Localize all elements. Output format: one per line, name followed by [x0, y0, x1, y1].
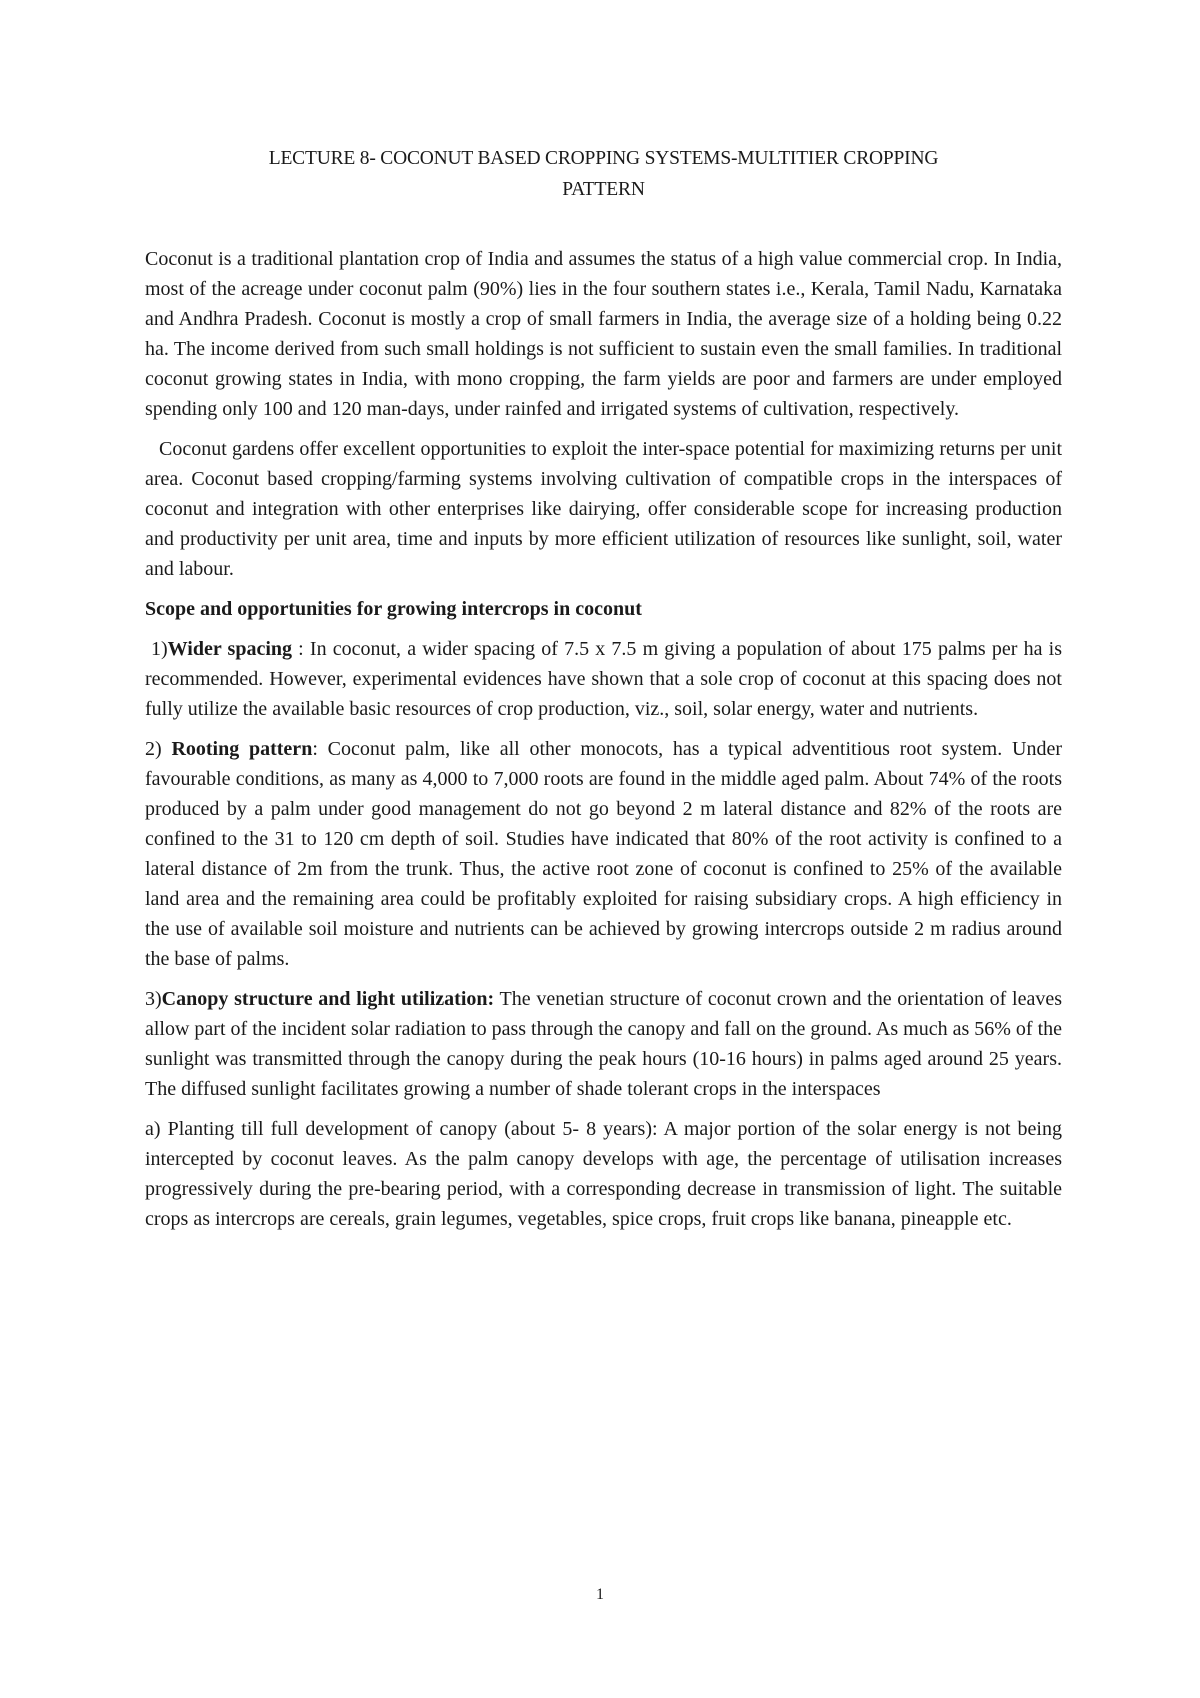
point-prefix: a) — [145, 1118, 161, 1140]
point-prefix: 2) — [145, 738, 172, 760]
intro-paragraph: Coconut is a traditional plantation crop of India and assumes the status of a high value commercial crop. In India, most of the acreage under coconut palm (90%) lies in the four southern states i.e., Kerala, Tamil Nadu, Karnataka and Andhra Pradesh. Coconut is mostly a crop of small farmers in India, the average size of a holding being 0.22 ha. The income derived from such small holdings is not sufficient to sustain even the small families. In traditional coconut growing states in India, with mono cropping, the farm yields are poor and farmers are under employed spending only 100 and 120 man-days, under rainfed and irrigated systems of cultivation, respectively. — [145, 248, 1062, 420]
title-line-1: LECTURE 8- COCONUT BASED CROPPING SYSTEMS-MULTITIER CROPPING — [268, 148, 939, 169]
point-label: Canopy structure and light utilization: — [161, 988, 495, 1010]
point-text: Planting till full development of canopy (about 5- 8 years): A major portion of the solar energy is not being intercepted by coconut leaves. As the palm canopy develops with age, the percentage of utilisation increases progressively during the pre-bearing period, with a corresponding decrease in transmission of light. The suitable crops as intercrops are cereals, grain legumes, vegetables, spice crops, fruit crops like banana, pineapple etc. — [145, 1118, 1062, 1230]
point-canopy-structure — [145, 984, 1062, 1104]
page-number: 1 — [596, 1586, 604, 1603]
title-line-2: PATTERN — [562, 179, 645, 200]
point-wider-spacing — [145, 634, 1062, 724]
point-prefix: 1) — [151, 638, 168, 660]
second-paragraph: Coconut gardens offer excellent opportunities to exploit the inter-space potential for maximizing returns per unit area. Coconut based cropping/farming systems involving cultivation of compatible crops in the interspaces of coconut and integration with other enterprises like dairying, offer considerable scope for increasing production and productivity per unit area, time and inputs by more efficient utilization of resources like sunlight, soil, water and labour. — [145, 438, 1062, 580]
point-prefix: 3) — [145, 988, 162, 1010]
document-page — [145, 143, 1062, 1244]
point-label: Wider spacing — [167, 638, 293, 660]
point-text: The venetian structure of coconut crown and the orientation of leaves allow part of the incident solar radiation to pass through the canopy and fall on the ground. As much as 56% of the sunlight was transmitted through the canopy during the peak hours (10-16 hours) in palms aged around 25 years. The diffused sunlight facilitates growing a number of shade tolerant crops in the interspaces — [145, 988, 1063, 1100]
section-heading: Scope and opportunities for growing intercrops in coconut — [145, 598, 642, 620]
point-text: : Coconut palm, like all other monocots, has a typical adventitious root system. Under favourable conditions, as many as 4,000 to 7,000 roots are found in the middle aged palm. About 74% of the roots produced by a palm under good management do not go beyond 2 m lateral distance and 82% of the roots are confined to the 31 to 120 cm depth of soil. Studies have indicated that 80% of the root activity is confined to a lateral distance of 2m from the trunk. Thus, the active root zone of coconut is confined to 25% of the available land area and the remaining area could be profitably exploited for raising subsidiary crops. A high efficiency in the use of available soil moisture and nutrients can be achieved by growing intercrops outside 2 m radius around the base of palms. — [145, 738, 1062, 970]
point-rooting-pattern — [145, 734, 1062, 974]
point-a-planting — [145, 1114, 1062, 1234]
point-text: : In coconut, a wider spacing of 7.5 x 7.5 m giving a population of about 175 palms per ha is recommended. However, experimental evidences have shown that a sole crop of coconut at this spacing does not fully utilize the available basic resources of crop production, viz., soil, solar energy, water and nutrients. — [145, 638, 1062, 720]
point-label: Rooting pattern — [171, 738, 313, 760]
document-title — [145, 143, 1062, 205]
